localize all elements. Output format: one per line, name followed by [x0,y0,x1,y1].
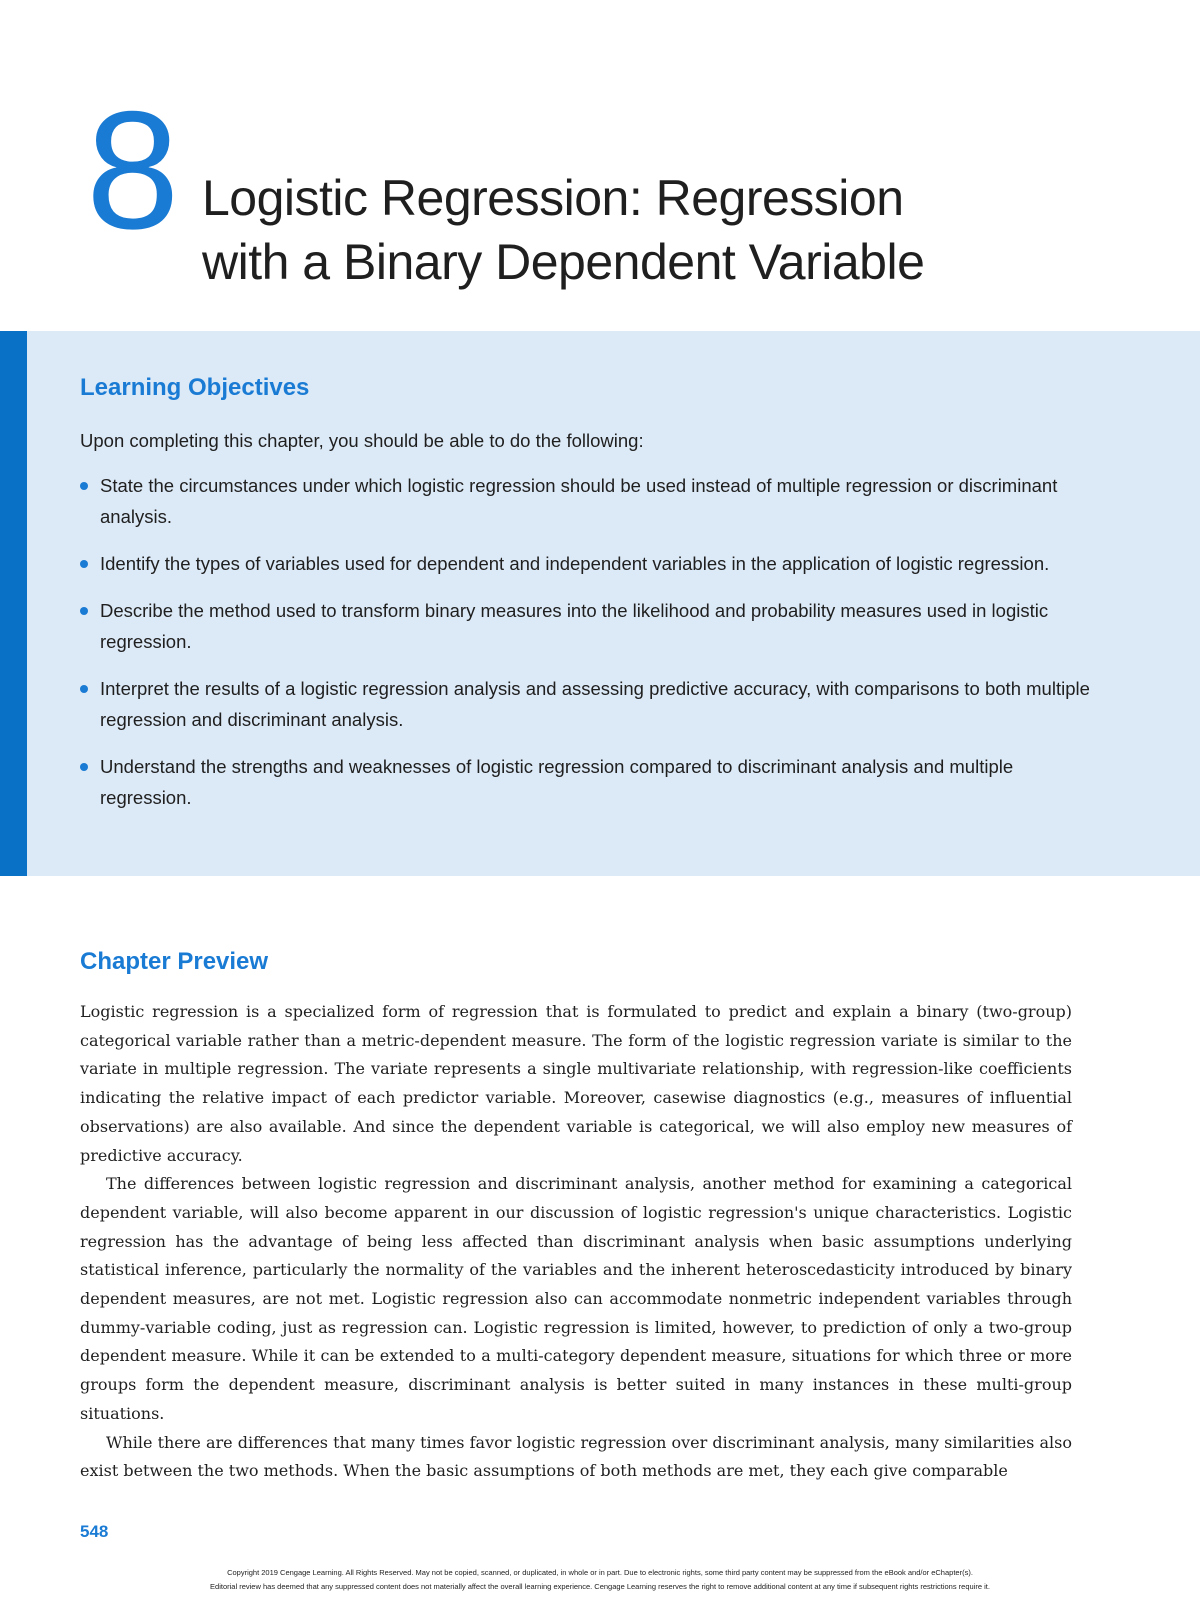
copyright-line-2: Editorial review has deemed that any suppressed content does not materially affect the overall learning experience. Cengage Learning reserves the right to remove additional content at any time if subsequent rights restrictions require it. [210,1582,990,1591]
bullet-icon [80,763,88,771]
objective-text: Interpret the results of a logistic regression analysis and assessing predictive accuracy, with comparisons to both multiple regression and discriminant analysis. [100,678,1090,730]
objective-item [80,470,1100,532]
bullet-icon [80,560,88,568]
objective-item [80,595,1100,657]
bullet-icon [80,482,88,490]
copyright-line-1: Copyright 2019 Cengage Learning. All Rights Reserved. May not be copied, scanned, or duplicated, in whole or in part. Due to electronic rights, some third party content may be suppressed from the eBook and/or eChapter(s). [227,1568,973,1577]
chapter-title-line-1: Logistic Regression: Regression [202,170,904,226]
chapter-preview-heading: Chapter Preview [80,948,269,975]
copyright-notice [40,1566,1160,1594]
learning-objectives-accent-bar [0,331,27,876]
learning-objectives-list [80,470,1100,829]
objective-item [80,673,1100,735]
learning-objectives-intro: Upon completing this chapter, you should be able to do the following: [80,430,644,451]
chapter-title-line-2: with a Binary Dependent Variable [202,234,925,290]
preview-paragraph: The differences between logistic regression and discriminant analysis, another method for examining a categorical dependent variable, will also become apparent in our discussion of logistic regression's unique characteristics. Logistic regression has the advantage of being less affected than discriminant analysis when basic assumptions underlying statistical inference, particularly the normality of the variables and the inherent heteroscedasticity introduced by binary dependent measures, are not met. Logistic regression also can accommodate nonmetric independent variables through dummy-variable coding, just as regression can. Logistic regression is limited, however, to prediction of only a two-group dependent measure. While it can be extended to a multi-category dependent measure, situations for which three or more groups form the dependent measure, discriminant analysis is better suited in many instances in these multi-group situations. [80,1174,1072,1423]
page-number: 548 [80,1522,109,1541]
preview-paragraph: While there are differences that many times favor logistic regression over discriminant analysis, many similarities also exist between the two methods. When the basic assumptions of both methods are met, they each give comparable [80,1432,1072,1481]
objective-item [80,751,1100,813]
objective-text: Understand the strengths and weaknesses of logistic regression compared to discriminant analysis and multiple regression. [100,756,1014,808]
objective-item [80,548,1100,579]
chapter-number: 8 [86,76,180,264]
objective-text: Identify the types of variables used for dependent and independent variables in the application of logistic regression. [100,553,1050,574]
preview-paragraph: Logistic regression is a specialized form of regression that is formulated to predict and explain a binary (two-group) categorical variable rather than a metric-dependent measure. The form of the logistic regression variate is similar to the variate in multiple regression. The variate represents a single multivariate relationship, with regression-like coefficients indicating the relative impact of each predictor variable. Moreover, casewise diagnostics (e.g., measures of influential observations) are also available. And since the dependent variable is categorical, we will also employ new measures of predictive accuracy. [80,1002,1072,1165]
chapter-title [202,166,1102,294]
learning-objectives-heading: Learning Objectives [80,374,310,401]
objective-text: Describe the method used to transform binary measures into the likelihood and probability measures used in logistic regression. [100,600,1049,652]
bullet-icon [80,607,88,615]
bullet-icon [80,685,88,693]
objective-text: State the circumstances under which logistic regression should be used instead of multiple regression or discriminant analysis. [100,475,1058,527]
chapter-preview-body [80,998,1072,1486]
